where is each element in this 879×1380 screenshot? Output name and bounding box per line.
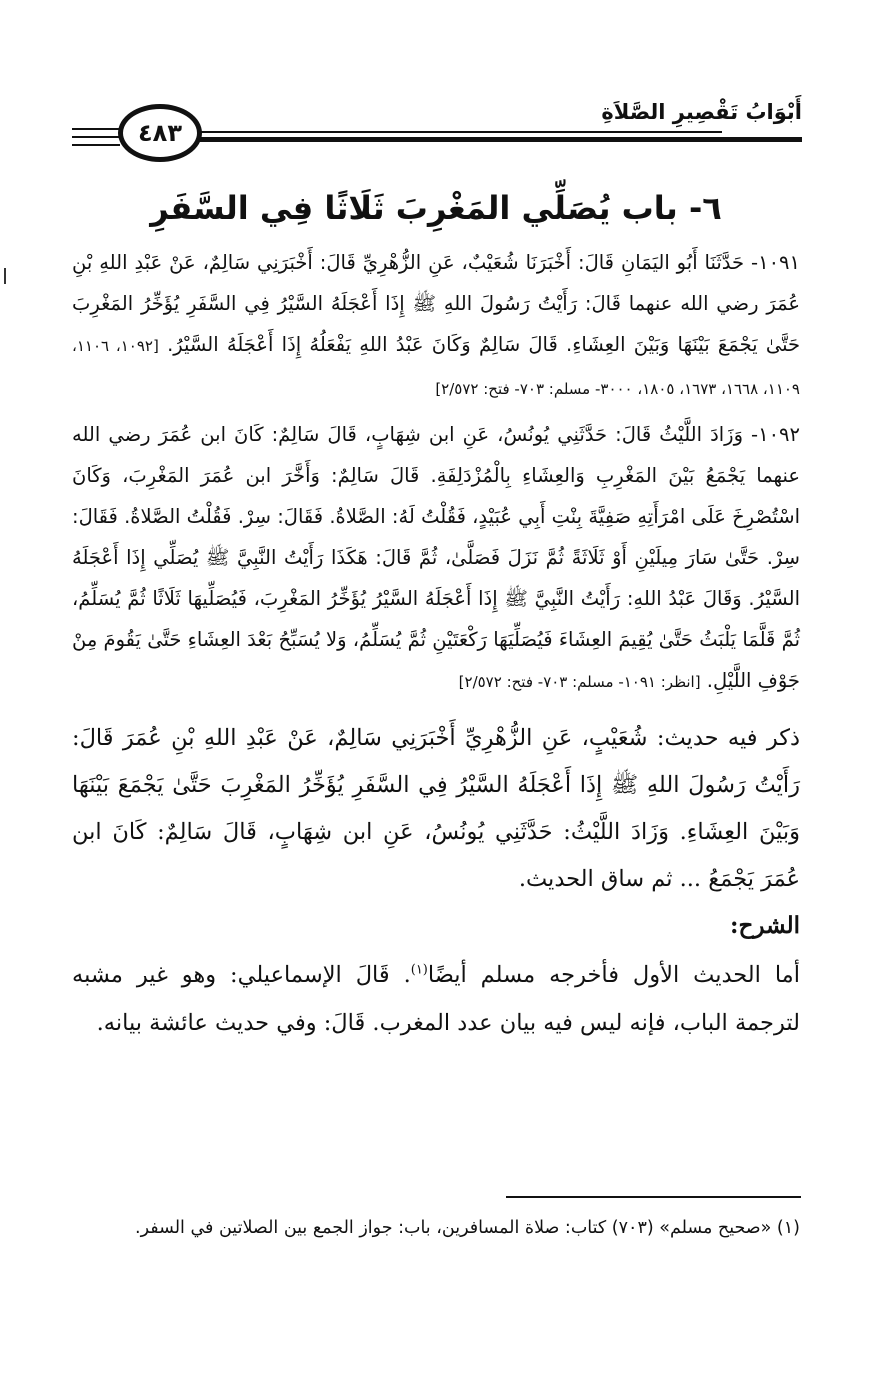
- margin-mark: [4, 268, 6, 284]
- explanation-text: . قَالَ الإسماعيلي: وهو غير مشبه لترجمة الباب، فإنه ليس فيه بيان عدد المغرب. قَالَ: وفي حديث عائشة بيانه.: [72, 962, 800, 1036]
- header-left-rule: [72, 128, 120, 130]
- explanation-paragraph: [72, 951, 800, 1047]
- header-rule-thin: [192, 131, 722, 133]
- header-left-rule: [72, 144, 120, 146]
- hadith-reference: [انظر: ١٠٩١- مسلم: ٧٠٣- فتح: ٢/٥٧٢]: [458, 673, 701, 691]
- footnote-separator: [506, 1196, 801, 1198]
- header-left-rule: [72, 136, 120, 138]
- hadith-1092: [72, 414, 800, 703]
- running-title: أَبْوَابُ تَقْصِيرِ الصَّلاَةِ: [591, 100, 802, 124]
- hadith-text: ١٠٩٢- وَزَادَ اللَّيْثُ قَالَ: حَدَّثَنِي يُونُسُ، عَنِ ابن شِهَابٍ، قَالَ سَالِمٌ: كَانَ ابن عُمَرَ رضي الله عنهما يَجْمَعُ بَيْنَ المَغْرِبِ وَالعِشَاءِ بِالْمُزْدَلِفَةِ. قَالَ سَالِمٌ: وَأَخَّرَ ابن عُمَرَ المَغْرِبَ، وَكَانَ اسْتُصْرِخَ عَلَى امْرَأَتِهِ صَفِيَّةَ بِنْتِ أَبِي عُبَيْدٍ، فَقُلْتُ لَهُ: الصَّلاةُ. فَقَالَ: سِرْ. فَقُلْتُ الصَّلاةُ. فَقَالَ: سِرْ. حَتَّىٰ سَارَ مِيلَيْنِ أَوْ ثَلَاثَةً ثُمَّ نَزَلَ فَصَلَّىٰ، ثُمَّ قَالَ: هَكَذَا رَأَيْتُ النَّبِيَّ ﷺ يُصَلِّي إِذَا أَعْجَلَهُ السَّيْرُ. وَقَالَ عَبْدُ اللهِ: رَأَيْتُ النَّبِيَّ ﷺ إِذَا أَعْجَلَهُ السَّيْرُ يُؤَخِّرُ المَغْرِبَ، فَيُصَلِّيهَا ثَلَاثًا ثُمَّ يُسَلِّمُ، ثُمَّ قَلَّمَا يَلْبَثُ حَتَّىٰ يُقِيمَ العِشَاءَ فَيُصَلِّيَهَا رَكْعَتَيْنِ ثُمَّ يُسَلِّمُ، وَلا يُسَبِّحُ بَعْدَ العِشَاءِ حَتَّىٰ يَقُومَ مِنْ جَوْفِ اللَّيْلِ.: [72, 423, 800, 692]
- chapter-title: ٦- باب يُصَلِّي المَغْرِبَ ثَلَاثًا فِي السَّفَرِ: [150, 189, 722, 227]
- commentary-paragraph: ذكر فيه حديث: شُعَيْبٍ، عَنِ الزُّهْرِيِّ أَخْبَرَنِي سَالِمٌ، عَنْ عَبْدِ اللهِ بْنِ عُمَرَ قَالَ: رَأَيْتُ رَسُولَ اللهِ ﷺ إِذَا أَعْجَلَهُ السَّيْرُ فِي السَّفَرِ يُؤَخِّرُ المَغْرِبَ حَتَّىٰ يَجْمَعَ بَيْنَهَا وَبَيْنَ العِشَاءِ. وَزَادَ اللَّيْثُ: حَدَّثَنِي يُونُسُ، عَنِ ابن شِهَابٍ، قَالَ سَالِمٌ: كَانَ ابن عُمَرَ يَجْمَعُ ... ثم ساق الحديث.: [72, 725, 800, 892]
- page-header: [72, 98, 802, 168]
- header-rule-thick: [192, 137, 802, 142]
- page-body: [72, 180, 800, 1047]
- footnote-marker: (١): [410, 962, 428, 978]
- hadith-text: ١٠٩١- حَدَّثَنَا أَبُو اليَمَانِ قَالَ: أَخْبَرَنَا شُعَيْبٌ، عَنِ الزُّهْرِيِّ قَالَ: أَخْبَرَنِي سَالِمٌ، عَنْ عَبْدِ اللهِ بْنِ عُمَرَ رضي الله عنهما قَالَ: رَأَيْتُ رَسُولَ اللهِ ﷺ إِذَا أَعْجَلَهُ السَّيْرُ فِي السَّفَرِ يُؤَخِّرُ المَغْرِبَ حَتَّىٰ يَجْمَعَ بَيْنَهَا وَبَيْنَ العِشَاءِ. قَالَ سَالِمٌ وَكَانَ عَبْدُ اللهِ يَفْعَلُهُ إِذَا أَعْجَلَهُ السَّيْرُ.: [72, 251, 801, 356]
- explanation-text: أما الحديث الأول فأخرجه مسلم أيضًا: [427, 962, 800, 988]
- page-number: ٤٨٣: [118, 104, 202, 162]
- hadith-1091: [72, 242, 800, 410]
- sharh-heading: الشرح:: [730, 912, 800, 939]
- hadith-reference: [١٠٩٢، ١١٠٦، ١١٠٩، ١٦٦٨، ١٦٧٣، ١٨٠٥، ٣٠٠٠- مسلم: ٧٠٣- فتح: ٢/٥٧٢]: [72, 337, 800, 398]
- footnote: (١) «صحيح مسلم» (٧٠٣) كتاب: صلاة المسافرين، باب: جواز الجمع بين الصلاتين في السفر.: [135, 1218, 800, 1238]
